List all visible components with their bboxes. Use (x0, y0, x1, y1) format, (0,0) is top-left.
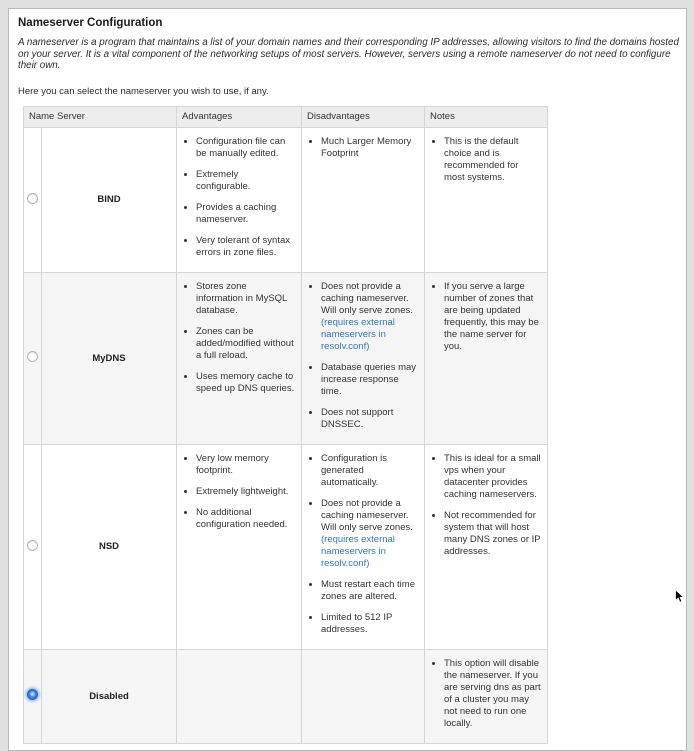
bullet-item: • Configuration file can be manually edited. (196, 136, 295, 160)
disadvantages-list (308, 136, 418, 160)
notes-list (431, 658, 541, 730)
table-row-nsd (24, 444, 548, 649)
notes-list (431, 136, 541, 184)
bullet-item: • Database queries may increase response time. (321, 362, 418, 398)
column-header-advantages: Advantages (177, 106, 302, 127)
notes-cell (425, 649, 548, 743)
bullet-item (321, 498, 418, 570)
bullet-item: • Much Larger Memory Footprint (321, 136, 418, 160)
advantages-cell (177, 649, 302, 743)
nameserver-radio-cell-disabled[interactable] (24, 649, 42, 743)
bullet-item: • This is ideal for a small vps when your datacenter provides caching nameservers. (444, 453, 541, 501)
bullet-item: • No additional configuration needed. (196, 507, 295, 531)
notes-list (431, 281, 541, 353)
advantages-cell (177, 272, 302, 444)
column-header-name: Name Server (24, 106, 177, 127)
notes-list (431, 453, 541, 558)
advantages-cell (177, 444, 302, 649)
table-row-mydns (24, 272, 548, 444)
bullet-item: • Must restart each time zones are altered. (321, 579, 418, 603)
nameserver-radio-cell-mydns[interactable] (24, 272, 42, 444)
bullet-text: Does not provide a caching nameserver. Will only serve zones. (321, 280, 413, 316)
bullet-item: • This option will disable the nameserver. If you are serving dns as part of a cluster you may not need to run one locally. (444, 658, 541, 730)
notes-cell (425, 127, 548, 272)
nameserver-name-bind: BIND (42, 127, 177, 272)
bullet-item: • Zones can be added/modified without a full reload. (196, 326, 295, 362)
disadvantages-cell (302, 649, 425, 743)
advantages-list (183, 453, 295, 531)
disadvantages-list (308, 453, 418, 636)
radio-button-bind[interactable] (27, 193, 38, 204)
resolv-conf-link[interactable]: (requires external nameservers in resolv.conf) (321, 533, 395, 569)
disadvantages-cell (302, 444, 425, 649)
advantages-list (183, 281, 295, 395)
nameserver-name-nsd: NSD (42, 444, 177, 649)
bullet-item: • Stores zone information in MySQL database. (196, 281, 295, 317)
selection-prompt: Here you can select the nameserver you wish to use, if any. (18, 85, 269, 97)
bullet-item: • If you serve a large number of zones that are being updated frequently, this may be the name server for you. (444, 281, 541, 353)
column-header-disadvantages: Disadvantages (302, 106, 425, 127)
radio-button-disabled[interactable] (27, 689, 38, 700)
bullet-item: • This is the default choice and is recommended for most systems. (444, 136, 541, 184)
disadvantages-cell (302, 127, 425, 272)
column-header-notes: Notes (425, 106, 548, 127)
bullet-item: • Limited to 512 IP addresses. (321, 612, 418, 636)
table-row-disabled (24, 649, 548, 743)
nameserver-name-disabled: Disabled (42, 649, 177, 743)
table-header-row (24, 106, 548, 127)
nameserver-name-mydns: MyDNS (42, 272, 177, 444)
radio-button-mydns[interactable] (27, 351, 38, 362)
advantages-list (183, 136, 295, 259)
nameserver-config-panel (8, 8, 687, 751)
bullet-item: • Very low memory footprint. (196, 453, 295, 477)
nameserver-radio-cell-nsd[interactable] (24, 444, 42, 649)
advantages-cell (177, 127, 302, 272)
page-title: Nameserver Configuration (18, 17, 163, 29)
bullet-item: • Extremely lightweight. (196, 486, 295, 498)
radio-button-nsd[interactable] (27, 540, 38, 551)
table-row-bind (24, 127, 548, 272)
nameserver-table (23, 106, 548, 744)
page-description: A nameserver is a program that maintains a list of your domain names and their corresponding IP addresses, allowing visitors to find the domains hosted on your server. It is a vital component of the networking setups of most servers. However, servers using a remote nameserver do not need to configure their own. (18, 37, 679, 71)
bullet-item: • Extremely configurable. (196, 169, 295, 193)
disadvantages-cell (302, 272, 425, 444)
notes-cell (425, 272, 548, 444)
disadvantages-list (308, 281, 418, 431)
bullet-item: • Provides a caching nameserver. (196, 202, 295, 226)
bullet-item: • Very tolerant of syntax errors in zone files. (196, 235, 295, 259)
bullet-item (321, 281, 418, 353)
bullet-item: • Uses memory cache to speed up DNS queries. (196, 371, 295, 395)
bullet-text: Does not provide a caching nameserver. Will only serve zones. (321, 497, 413, 533)
resolv-conf-link[interactable]: (requires external nameservers in resolv.conf) (321, 316, 395, 352)
bullet-item: • Not recommended for system that will host many DNS zones or IP addresses. (444, 510, 541, 558)
bullet-item: • Does not support DNSSEC. (321, 407, 418, 431)
bullet-item: • Configuration is generated automatically. (321, 453, 418, 489)
nameserver-radio-cell-bind[interactable] (24, 127, 42, 272)
notes-cell (425, 444, 548, 649)
